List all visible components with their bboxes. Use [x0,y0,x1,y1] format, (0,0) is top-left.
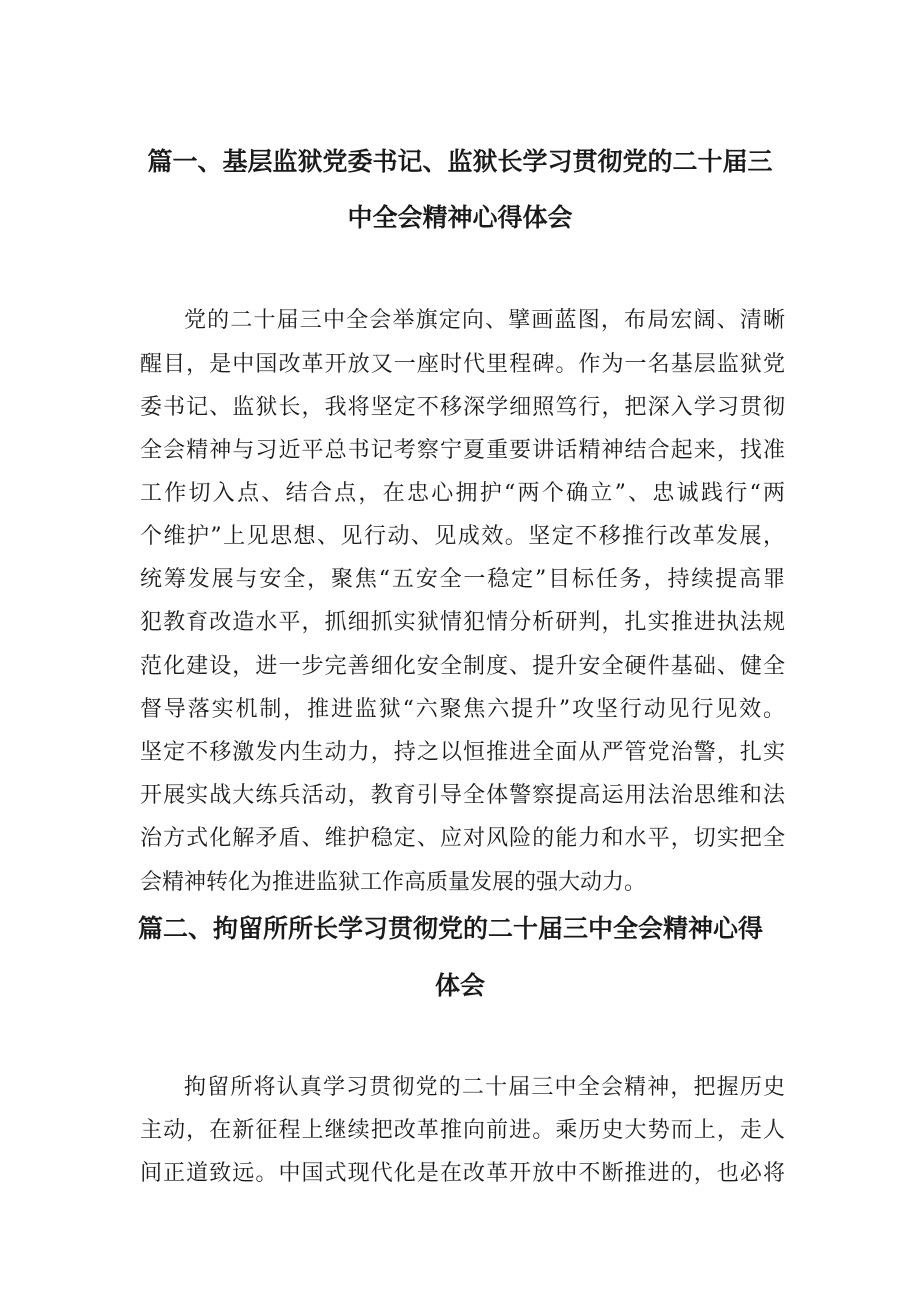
article2-body-line: 间正道致远。中国式现代化是在改革开放中不断推进的，也必将 [140,1161,785,1186]
article2-title-line-1: 篇二、拘留所所长学习贯彻党的二十届三中全会精神心得 [138,914,764,943]
article1-body-line: 会精神转化为推进监狱工作高质量发展的强大动力。 [140,870,647,895]
article1-body-line: 委书记、监狱长，我将坚定不移深学细照笃行，把深入学习贯彻 [140,395,785,420]
article1-body-line: 督导落实机制，推进监狱“六聚焦六提升”攻坚行动见行见效。 [140,697,785,722]
article2-title-line-2: 体会 [434,971,485,1000]
article1-title-line-1: 篇一、基层监狱党委书记、监狱长学习贯彻党的二十届三 [147,147,773,176]
article1-body-line: 醒目，是中国改革开放又一座时代里程碑。作为一名基层监狱党 [140,352,785,377]
article2-body-line: 拘留所将认真学习贯彻党的二十届三中全会精神，把握历史 [184,1075,785,1100]
article1-body-line: 犯教育改造水平，抓细抓实狱情犯情分析研判，扎实推进执法规 [140,610,785,635]
article1-body-line: 全会精神与习近平总书记考察宁夏重要讲话精神结合起来，找准 [140,438,785,463]
article1-body-line: 坚定不移激发内生动力，持之以恒推进全面从严管党治警，扎实 [140,740,785,765]
article1-title-line-2: 中全会精神心得体会 [347,203,573,232]
article2-body-line: 主动，在新征程上继续把改革推向前进。乘历史大势而上，走人 [140,1118,785,1143]
article1-body-line: 开展实战大练兵活动，教育引导全体警察提高运用法治思维和法 [140,783,785,808]
article1-body-line: 党的二十届三中全会举旗定向、擘画蓝图，布局宏阔、清晰 [184,308,785,333]
article1-body-line: 范化建设，进一步完善细化安全制度、提升安全硬件基础、健全 [140,654,785,679]
article1-body-line: 治方式化解矛盾、维护稳定、应对风险的能力和水平，切实把全 [140,826,785,851]
article1-body-line: 工作切入点、结合点，在忠心拥护“两个确立”、忠诚践行“两 [140,481,785,506]
article1-body-line: 统筹发展与安全，聚焦“五安全一稳定”目标任务，持续提高罪 [140,567,785,592]
article1-body-line: 个维护”上见思想、见行动、见成效。坚定不移推行改革发展， [140,524,785,549]
